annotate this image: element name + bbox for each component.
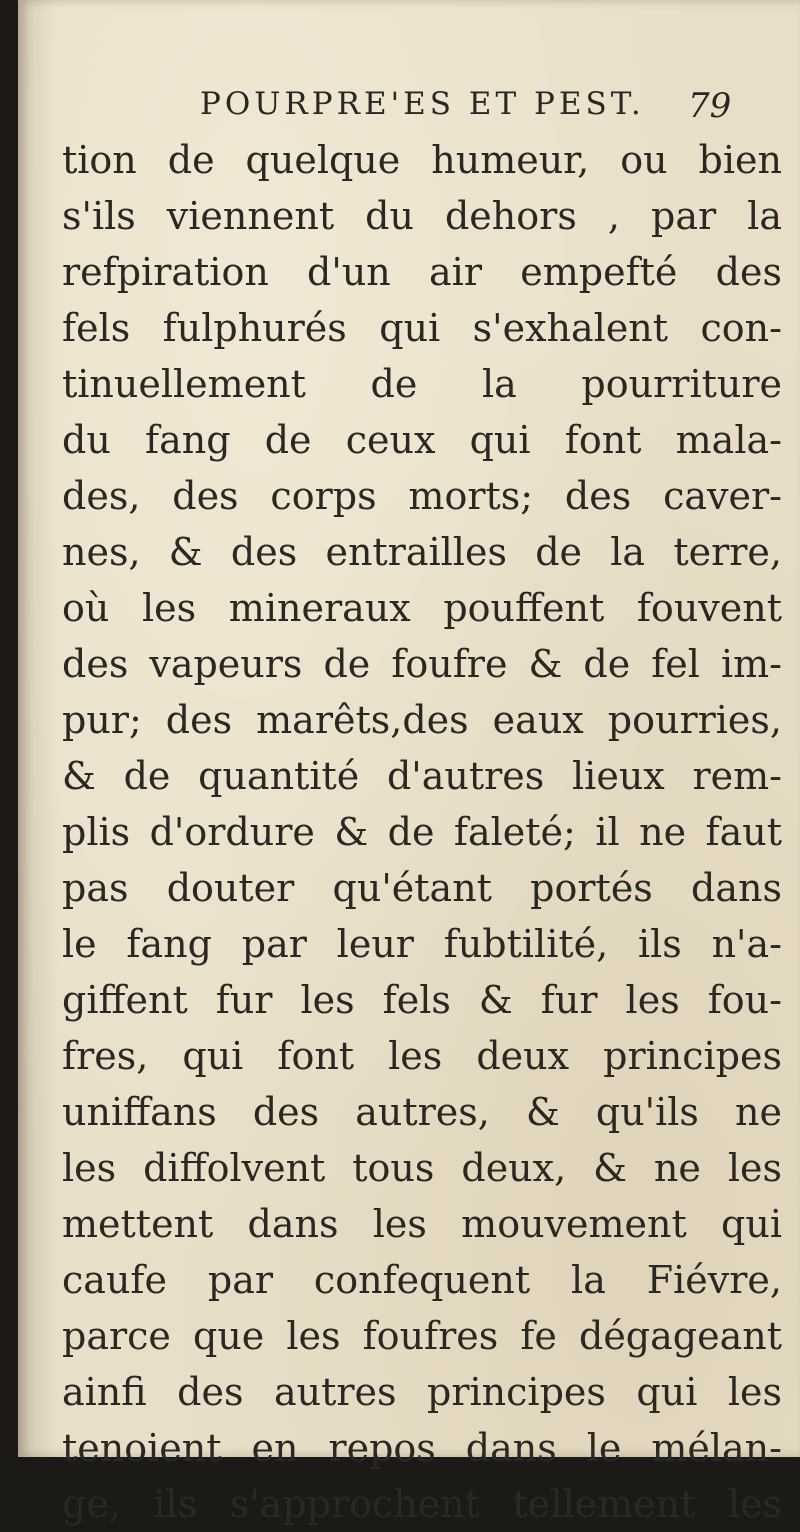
text-line: giffent fur les fels & fur les fou-: [62, 978, 782, 1022]
text-line: s'ils viennent du dehors , par la: [62, 194, 782, 238]
text-line: ainfi des autres principes qui les: [62, 1370, 782, 1414]
text-line: fels fulphurés qui s'exhalent con-: [62, 306, 782, 350]
text-line: plis d'ordure & de faleté; il ne faut: [62, 810, 782, 854]
text-line: où les mineraux pouffent fouvent: [62, 586, 782, 630]
text-line: du fang de ceux qui font mala-: [62, 418, 782, 462]
running-title: POURPRE'ES ET PEST.: [200, 86, 645, 122]
text-line: fres, qui font les deux principes: [62, 1034, 782, 1078]
text-line: nes, & des entrailles de la terre,: [62, 530, 782, 574]
text-line: parce que les foufres fe dégageant: [62, 1314, 782, 1358]
text-line: des, des corps morts; des caver-: [62, 474, 782, 518]
text-line: le fang par leur fubtilité, ils n'a-: [62, 922, 782, 966]
text-line: pur; des marêts,des eaux pourries,: [62, 698, 782, 742]
text-line: mettent dans les mouvement qui: [62, 1202, 782, 1246]
book-page: [18, 0, 800, 1526]
text-line: des vapeurs de foufre & de fel im-: [62, 642, 782, 686]
body-text: [62, 132, 782, 1532]
text-line: refpiration d'un air empefté des: [62, 250, 782, 294]
text-line: tenoient en repos dans le mélan-: [62, 1426, 782, 1470]
text-line: uniffans des autres, & qu'ils ne: [62, 1090, 782, 1134]
running-head: [18, 86, 800, 126]
text-line: tion de quelque humeur, ou bien: [62, 138, 782, 182]
text-line: les diffolvent tous deux, & ne les: [62, 1146, 782, 1190]
text-line: tinuellement de la pourriture: [62, 362, 782, 406]
text-line: caufe par confequent la Fiévre,: [62, 1258, 782, 1302]
text-line: ge, ils s'approchent tellement les: [62, 1482, 782, 1526]
page-number: 79: [688, 86, 732, 126]
text-line: pas douter qu'étant portés dans: [62, 866, 782, 910]
text-line: & de quantité d'autres lieux rem-: [62, 754, 782, 798]
